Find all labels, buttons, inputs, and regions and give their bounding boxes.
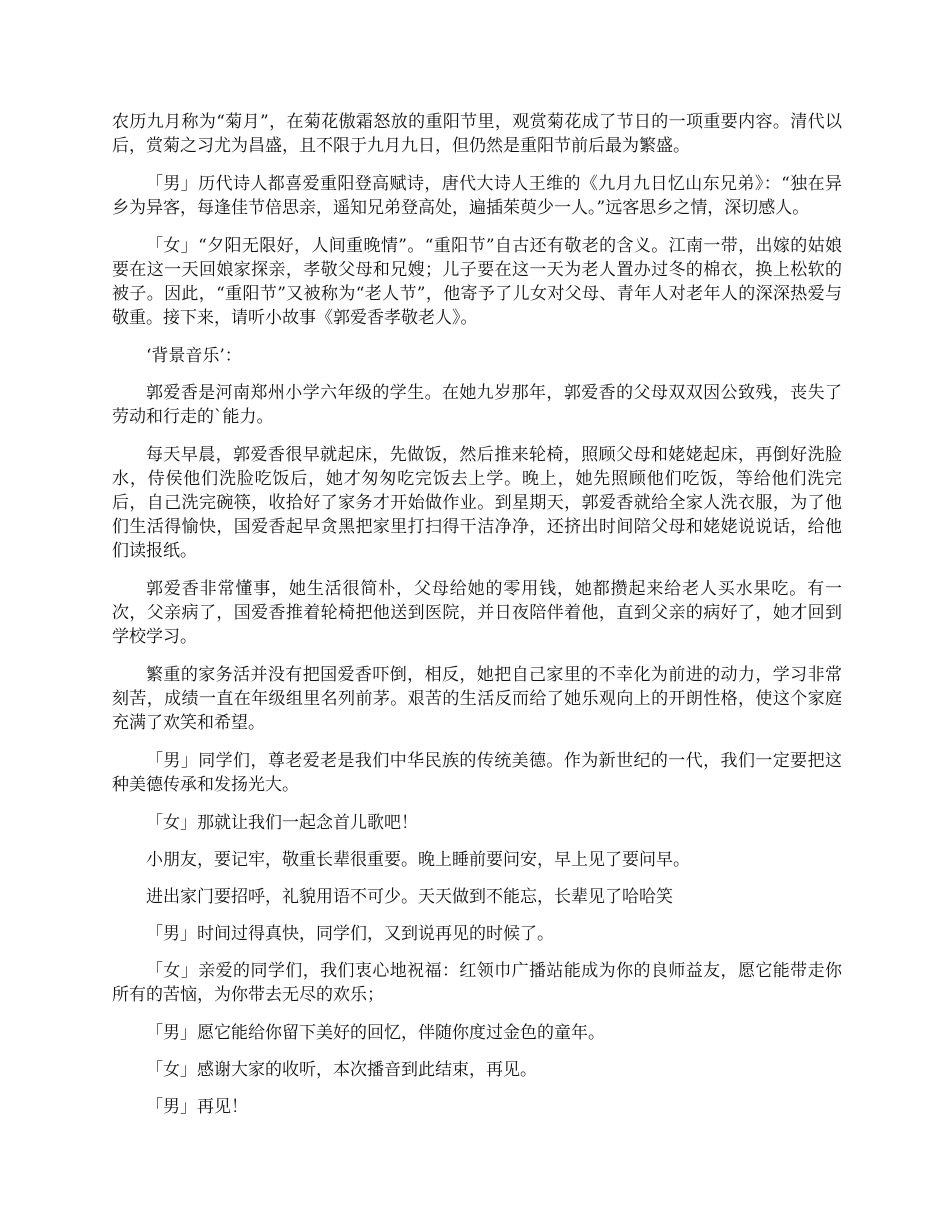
paragraph-frugal: 郭爱香非常懂事，她生活很简朴，父母给她的零用钱，她都攒起来给老人买水果吃。有一次，父亲病了，国爱香推着轮椅把他送到医院，并日夜陪伴着他，直到父亲的病好了，她才回到学校学习。 bbox=[112, 579, 842, 647]
paragraph-story-intro: 郭爱香是河南郑州小学六年级的学生。在她九岁那年，郭爱香的父母双双因公致残，丧失了劳动和行走的`能力。 bbox=[112, 383, 842, 427]
paragraph-daily-care: 每天早晨，郭爱香很早就起床，先做饭，然后推来轮椅，照顾父母和姥姥起床，再倒好洗脸水，侍侯他们洗脸吃饭后，她才匆匆吃完饭去上学。晚上，她先照顾他们吃饭，等给他们洗完后，自己洗完碗筷，收拾好了家务才开始做作业。到星期天，郭爱香就给全家人洗衣服，为了他们生活得愉快，国爱香起早贪黑把家里打扫得干洁净净，还挤出时间陪父母和姥姥说说话，给他们读报纸。 bbox=[112, 445, 842, 561]
paragraph-background-music: ‘背景音乐’： bbox=[146, 346, 242, 366]
paragraph-time-to-say-goodbye: 「男」时间过得真快，同学们，又到说再见的时候了。 bbox=[146, 924, 554, 944]
paragraph-memories: 「男」愿它能给你留下美好的回忆，伴随你度过金色的童年。 bbox=[146, 1023, 605, 1043]
paragraph-chrysanthemum-month: 农历九月称为“菊月”，在菊花傲霜怒放的重阳节里，观赏菊花成了节日的一项重要内容。清代以后，赏菊之习尤为昌盛，且不限于九月九日，但仍然是重阳节前后最为繁盛。 bbox=[112, 112, 842, 156]
paragraph-goodbye: 「男」再见！ bbox=[146, 1097, 248, 1117]
paragraph-thanks: 「女」感谢大家的收听，本次播音到此结束，再见。 bbox=[146, 1060, 537, 1080]
paragraph-elders-festival: 「女」“夕阳无限好，人间重晚情”。“重阳节”自古还有敬老的含义。江南一带，出嫁的姑娘要在这一天回娘家探亲，孝敬父母和兄嫂；儿子要在这一天为老人置办过冬的棉衣，换上松软的被子。因此，“重阳节”又被称为“老人节”，他寄予了儿女对父母、青年人对老年人的深深热爱与敬重。接下来，请听小故事《郭爱香孝敬老人》。 bbox=[112, 236, 842, 328]
paragraph-tradition: 「男」同学们，尊老爱老是我们中华民族的传统美德。作为新世纪的一代，我们一定要把这种美德传承和发扬光大。 bbox=[112, 751, 842, 795]
document-body bbox=[112, 110, 842, 1132]
paragraph-hard-work: 繁重的家务活并没有把国爱香吓倒，相反，她把自己家里的不幸化为前进的动力，学习非常刻苦，成绩一直在年级组里名列前茅。艰苦的生活反而给了她乐观向上的开朗性格，使这个家庭充满了欢笑和希望。 bbox=[112, 665, 842, 733]
paragraph-rhyme-line-2: 进出家门要招呼，礼貌用语不可少。天天做到不能忘，长辈见了哈哈笑 bbox=[146, 887, 673, 907]
paragraph-nursery-rhyme-intro: 「女」那就让我们一起念首儿歌吧！ bbox=[146, 813, 418, 833]
paragraph-rhyme-line-1: 小朋友，要记牢，敬重长辈很重要。晚上睡前要问安，早上见了要问早。 bbox=[146, 850, 690, 870]
paragraph-blessing: 「女」亲爱的同学们，我们衷心地祝福：红领巾广播站能成为你的良师益友，愿它能带走你所有的苦恼，为你带去无尽的欢乐； bbox=[112, 961, 842, 1005]
paragraph-poets-chongyang: 「男」历代诗人都喜爱重阳登高赋诗，唐代大诗人王维的《九月九日忆山东兄弟》：“独在异乡为异客，每逢佳节倍思亲，遥知兄弟登高处，遍插茱萸少一人。”远客思乡之情，深切感人。 bbox=[112, 174, 842, 218]
